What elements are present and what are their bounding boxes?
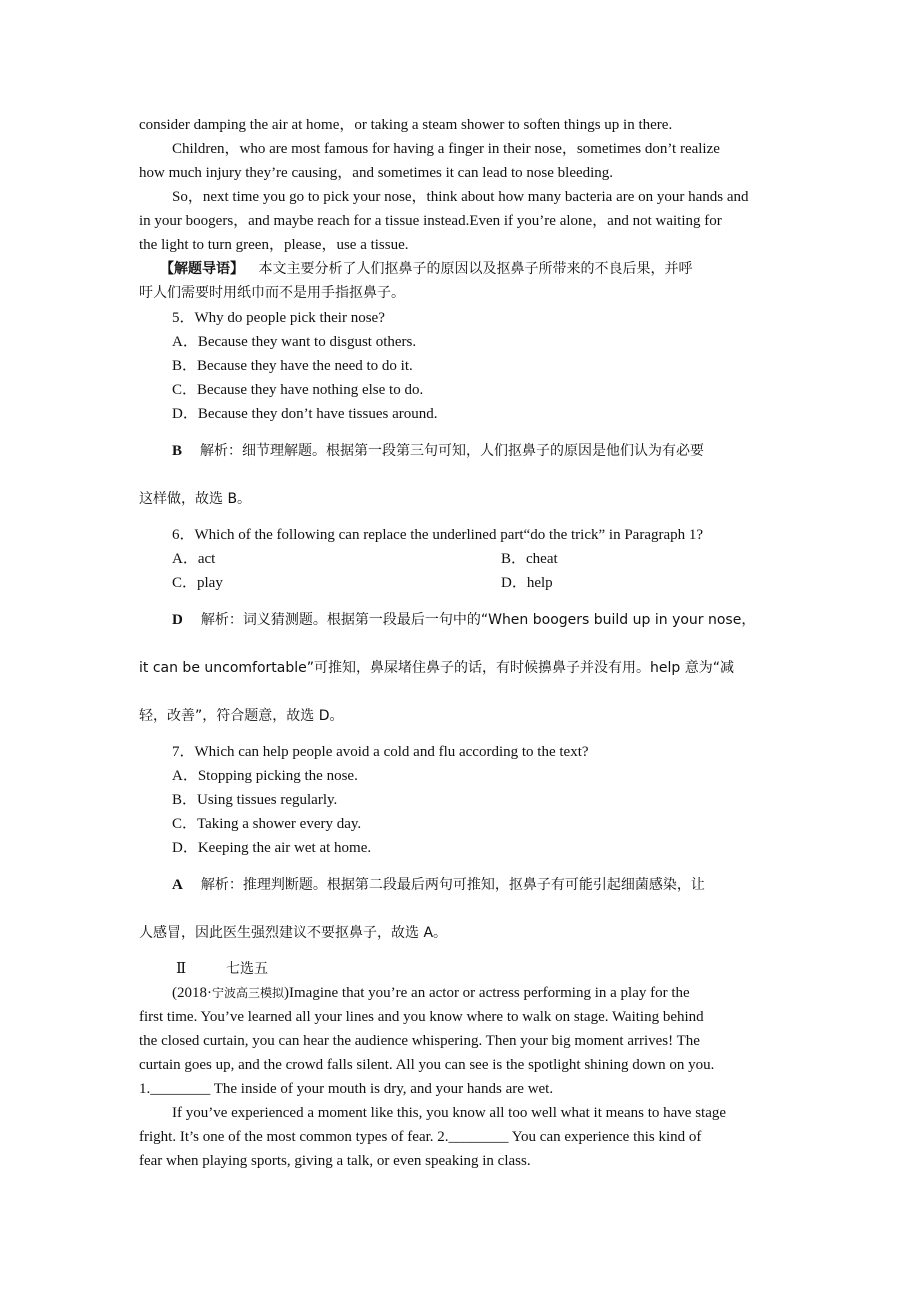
option: A．Because they want to disgust others. <box>172 334 417 350</box>
analysis-line: 轻，改善”，符合题意，故选 D。 <box>139 708 344 724</box>
question-stem: 7．Which can help people avoid a cold and flu according to the text? <box>172 744 589 760</box>
analysis-line <box>172 610 782 630</box>
option: A．Stopping picking the nose. <box>172 768 358 784</box>
option: B．Using tissues regularly. <box>172 792 338 808</box>
option: C．Because they have nothing else to do. <box>172 382 424 398</box>
section-heading <box>176 959 786 979</box>
answer-letter: A <box>172 877 183 893</box>
option-row <box>172 573 782 593</box>
source-year: (2018· <box>172 985 212 1001</box>
passage-line: consider damping the air at home，or taking a steam shower to soften things up in there. <box>139 117 673 133</box>
passage-line: So，next time you go to pick your nose，think about how many bacteria are on your hands and <box>172 189 749 205</box>
passage-line <box>172 983 782 1003</box>
answer-letter: B <box>172 443 183 459</box>
passage-line: first time. You’ve learned all your lines and you know where to walk on stage. Waiting behind <box>139 1009 704 1025</box>
passage-line: Children，who are most famous for having a finger in their nose，sometimes don’t realize <box>172 141 720 157</box>
passage-line: curtain goes up, and the crowd falls silent. All you can see is the spotlight shining down on you. <box>139 1057 715 1073</box>
analysis-text: 解析：词义猜测题。根据第一段最后一句中的“When boogers build up in your nose， <box>200 612 756 628</box>
guide-line <box>160 259 770 279</box>
option: B．cheat <box>501 551 558 567</box>
analysis-line <box>172 441 782 461</box>
question-stem: 5．Why do people pick their nose? <box>172 310 385 326</box>
passage-line: how much injury they’re causing，and sometimes it can lead to nose bleeding. <box>139 165 614 181</box>
guide-line: 吁人们需要时用纸巾而不是用手指抠鼻子。 <box>139 285 405 301</box>
option: C．play <box>172 575 223 591</box>
passage-line: in your boogers，and maybe reach for a tissue instead.Even if you’re alone，and not waiting for <box>139 213 722 229</box>
option: D．help <box>501 575 553 591</box>
analysis-line: it can be uncomfortable”可推知，鼻屎堵住鼻子的话，有时候擤鼻子并没有用。help 意为“减 <box>139 660 734 676</box>
passage-line: If you’ve experienced a moment like this, you know all too well what it means to have stage <box>172 1105 727 1121</box>
analysis-line: 人感冒，因此医生强烈建议不要抠鼻子，故选 A。 <box>139 925 448 941</box>
option: D．Keeping the air wet at home. <box>172 840 372 856</box>
analysis-text: 解析：细节理解题。根据第一段第三句可知，人们抠鼻子的原因是他们认为有必要 <box>200 443 705 459</box>
passage-line: the light to turn green，please，use a tissue. <box>139 237 409 253</box>
section-mark: Ⅱ <box>176 961 187 977</box>
question-stem: 6．Which of the following can replace the underlined part“do the trick” in Paragraph 1? <box>172 527 704 543</box>
guide-text: 本文主要分析了人们抠鼻子的原因以及抠鼻子所带来的不良后果，并呼 <box>258 261 693 277</box>
analysis-text: 解析：推理判断题。根据第二段最后两句可推知，抠鼻子有可能引起细菌感染，让 <box>200 877 705 893</box>
passage-text: )Imagine that you’re an actor or actress performing in a play for the <box>284 985 690 1001</box>
section-title: 七选五 <box>226 961 268 977</box>
answer-letter: D <box>172 612 183 628</box>
passage-line: fear when playing sports, giving a talk, or even speaking in class. <box>139 1153 531 1169</box>
passage-line: fright. It’s one of the most common types of fear. 2.________ You can experience this kind of <box>139 1129 702 1145</box>
passage-line: 1.________ The inside of your mouth is dry, and your hands are wet. <box>139 1081 554 1097</box>
guide-label: 【解题导语】 <box>160 261 244 277</box>
analysis-line <box>172 875 782 895</box>
option-row <box>172 549 782 569</box>
passage-line: the closed curtain, you can hear the audience whispering. Then your big moment arrives! The <box>139 1033 700 1049</box>
option: D．Because they don’t have tissues around. <box>172 406 438 422</box>
option: C．Taking a shower every day. <box>172 816 362 832</box>
option: A．act <box>172 551 216 567</box>
source-place: 宁波高三模拟 <box>212 986 285 1000</box>
analysis-line: 这样做，故选 B。 <box>139 491 252 507</box>
option: B．Because they have the need to do it. <box>172 358 413 374</box>
